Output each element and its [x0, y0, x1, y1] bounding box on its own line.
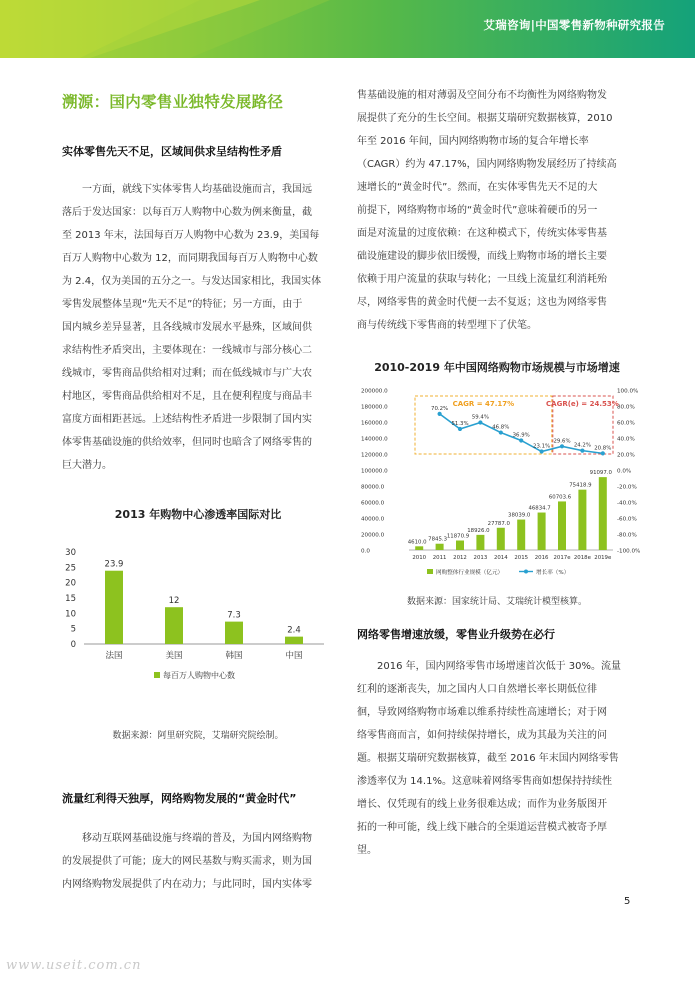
growth-point	[458, 427, 462, 431]
y-tick-label: 15	[65, 594, 76, 604]
left-section-2	[62, 790, 334, 896]
y-right-tick-label: -100.0%	[617, 548, 641, 555]
bar-value-label: 7845.3	[428, 536, 448, 543]
paragraph-line: 商与传统线下零售商的转型埋下了伏笔。	[357, 320, 537, 331]
bar	[497, 528, 505, 550]
paragraph-line: 展提供了充分的生长空间。根据艾瑞研究数据核算，2010	[357, 113, 613, 124]
legend-label: 每百万人购物中心数	[163, 671, 235, 680]
paragraph-line: 尽，网络零售的黄金时代便一去不复返；这也为网络零售	[357, 297, 607, 308]
legend-line-marker	[524, 570, 528, 574]
y-left-tick-label: 40000.0	[361, 516, 385, 523]
y-left-tick-label: 120000.0	[361, 452, 388, 459]
y-tick-label: 25	[65, 563, 76, 574]
paragraph-line: 百万人购物中心数为 12，而同期我国每百万人购物中心数	[62, 253, 318, 264]
watermark: www.useit.com.cn	[6, 958, 142, 973]
paragraph-line: 依赖于用户流量的获取与转化；一旦线上流量红利消耗殆	[357, 274, 607, 285]
bar-value-label: 18926.0	[467, 527, 490, 534]
x-tick-label: 2019e	[594, 555, 612, 561]
chart-1-plot	[62, 548, 334, 698]
paragraph-line: 线城市，零售商品供给相对过剩；而在低线城市与广大农	[62, 368, 312, 379]
right-paragraph-1	[357, 84, 633, 337]
growth-point	[580, 449, 584, 453]
bar-value-label: 27787.0	[487, 520, 510, 527]
x-tick-label: 韩国	[225, 651, 243, 661]
y-right-tick-label: -40.0%	[617, 500, 637, 507]
bar-value-label: 60703.6	[548, 494, 572, 501]
paragraph-line: 售基础设施的相对薄弱及空间分布不均衡性为网络购物发	[357, 90, 607, 101]
legend-swatch	[154, 672, 160, 678]
bar-value-label: 4610.0	[407, 539, 427, 546]
chart-2-plot	[357, 384, 641, 584]
paragraph-line: （CAGR）约为 47.17%，国内网络购物发展经历了持续高	[357, 159, 617, 170]
paragraph-line: 络零售商而言，如何持续保持增长，成为其最为关注的问	[357, 730, 607, 741]
paragraph-line: 一方面，就线下实体零售人均基础设施而言，我国远	[82, 184, 312, 195]
paragraph-line: 前提下，网络购物市场的“黄金时代”意味着硬币的另一	[357, 205, 598, 216]
mall-penetration-chart	[62, 506, 334, 741]
growth-point	[601, 451, 605, 455]
x-tick-label: 美国	[165, 651, 183, 661]
bar-value-label: 91097.0	[589, 470, 612, 477]
y-tick-label: 10	[65, 609, 76, 620]
chart-1-source: 数据来源：阿里研究院，艾瑞研究院绘制。	[112, 731, 284, 741]
y-tick-label: 20	[65, 578, 76, 589]
x-tick-label: 2017e	[553, 555, 571, 561]
chart-1-title: 2013 年购物中心渗透率国际对比	[114, 508, 282, 521]
x-tick-label: 2012	[453, 555, 467, 561]
left-paragraph-1	[62, 178, 334, 477]
growth-value-label: 70.2%	[431, 405, 449, 412]
y-right-tick-label: -20.0%	[617, 484, 637, 491]
growth-point	[438, 412, 442, 416]
bar-value-label: 7.3	[227, 610, 241, 621]
y-left-tick-label: 100000.0	[361, 468, 388, 475]
y-left-tick-label: 0.0	[361, 548, 370, 555]
paragraph-line: 速增长的“黄金时代”。然而，在实体零售先天不足的大	[357, 182, 598, 193]
paragraph-line: 拓的一种可能，线上线下融合的全渠道运营模式被寄予厚	[357, 822, 607, 833]
bar	[558, 501, 566, 550]
x-tick-label: 2015	[514, 555, 529, 561]
paragraph-line: 村地区，零售商品供给相对不足，且在便利程度与商品丰	[62, 391, 312, 402]
bar	[578, 490, 586, 550]
growth-point	[478, 420, 482, 424]
y-right-tick-label: -60.0%	[617, 516, 637, 523]
y-left-tick-label: 180000.0	[361, 404, 388, 411]
growth-value-label: 23.1%	[533, 443, 551, 450]
paragraph-line: 至 2013 年末，法国每百万人购物中心数为 23.9，美国每	[62, 230, 320, 241]
right-subheading: 网络零售增速放缓，零售业升级势在必行	[357, 628, 555, 641]
paragraph-line: 巨大潜力。	[62, 460, 112, 471]
bar-value-label: 11870.9	[446, 533, 470, 540]
x-tick-label: 2014	[493, 555, 508, 561]
bar	[165, 607, 183, 644]
left-column	[62, 86, 334, 477]
bar	[415, 546, 423, 550]
growth-value-label: 46.8%	[492, 424, 510, 431]
right-section-2	[357, 626, 633, 862]
y-left-tick-label: 200000.0	[361, 388, 388, 395]
legend-line-label: 增长率（%）	[536, 570, 570, 576]
cagr-estimate-label: CAGR(e) = 24.53%	[546, 400, 619, 408]
right-paragraph-2	[357, 655, 633, 862]
header-banner	[0, 0, 695, 58]
paragraph-line: 体零售基础设施的供给效率，但同时也暗含了网络零售的	[62, 437, 312, 448]
growth-value-label: 36.9%	[512, 432, 530, 439]
online-retail-chart	[357, 359, 641, 607]
growth-value-label: 29.6%	[553, 438, 571, 445]
bar-value-label: 46834.7	[528, 505, 551, 512]
chart-2-source: 数据来源：国家统计局、艾瑞统计模型核算。	[406, 597, 587, 607]
cagr-actual-label: CAGR = 47.17%	[452, 400, 515, 408]
paragraph-line: 国内城乡差异显著，且各线城市发展水平悬殊，区域间供	[62, 322, 312, 333]
paragraph-line: 移动互联网基础设施与终端的普及，为国内网络购物	[82, 833, 312, 844]
y-tick-label: 30	[65, 548, 76, 558]
y-tick-label: 5	[70, 624, 76, 635]
bar-value-label: 2.4	[287, 625, 301, 636]
bar	[517, 520, 525, 550]
paragraph-line: 落后于发达国家：以每百万人购物中心数为例来衡量，截	[62, 207, 312, 218]
growth-point	[499, 430, 503, 434]
growth-point	[540, 449, 544, 453]
growth-value-label: 59.4%	[471, 414, 489, 421]
x-tick-label: 中国	[285, 651, 303, 661]
y-right-tick-label: 40.0%	[617, 436, 635, 443]
left-paragraph-2	[62, 827, 334, 896]
bar	[105, 571, 123, 644]
left-subheading-1: 实体零售先天不足，区域间供求呈结构性矛盾	[62, 145, 282, 158]
y-left-tick-label: 160000.0	[361, 420, 388, 427]
paragraph-line: 红利的逐渐丧失，加之国内人口自然增长率长期低位徘	[357, 684, 597, 695]
header-title: 艾瑞咨询|中国零售新物种研究报告	[483, 18, 665, 32]
y-right-tick-label: 60.0%	[617, 420, 635, 427]
bar	[285, 637, 303, 644]
bar-value-label: 23.9	[104, 559, 124, 570]
y-right-tick-label: 20.0%	[617, 452, 635, 459]
y-right-tick-label: 100.0%	[617, 388, 639, 395]
y-right-tick-label: 80.0%	[617, 404, 635, 411]
x-tick-label: 2013	[473, 555, 488, 561]
left-subheading-2: 流量红利得天独厚，网络购物发展的“黄金时代”	[62, 792, 297, 805]
paragraph-line: 零售发展整体呈现“先天不足”的特征；另一方面，由于	[62, 299, 303, 310]
paragraph-line: 望。	[357, 845, 377, 856]
bar	[456, 541, 464, 550]
y-left-tick-label: 20000.0	[361, 532, 385, 539]
y-left-tick-label: 140000.0	[361, 436, 388, 443]
x-tick-label: 2018e	[573, 555, 591, 561]
paragraph-line: 增长、仅凭现有的线上业务很难达成；而作为业务版图开	[357, 799, 607, 810]
y-right-tick-label: 0.0%	[617, 468, 632, 475]
growth-value-label: 20.8%	[594, 445, 612, 452]
paragraph-line: 面是对流量的过度依赖：在这种模式下，传统实体零售基	[357, 228, 607, 239]
paragraph-line: 2016 年，国内网络零售市场增速首次低于 30%。流量	[377, 661, 622, 672]
y-right-tick-label: -80.0%	[617, 532, 637, 539]
bar	[599, 477, 607, 550]
paragraph-line: 题。根据艾瑞研究数据核算，截至 2016 年末国内网络零售	[357, 753, 619, 764]
bar-value-label: 12	[168, 596, 180, 607]
x-tick-label: 2016	[534, 555, 549, 561]
paragraph-line: 渗透率仅为 14.1%。这意味着网络零售商如想保持持续性	[357, 776, 612, 787]
x-tick-label: 2011	[432, 555, 447, 561]
page-number: 5	[624, 896, 631, 907]
y-left-tick-label: 80000.0	[361, 484, 385, 491]
bar-value-label: 75418.9	[569, 482, 592, 489]
x-tick-label: 2010	[412, 555, 427, 561]
growth-point	[560, 444, 564, 448]
x-tick-label: 法国	[105, 651, 123, 661]
growth-value-label: 24.2%	[573, 442, 591, 449]
legend-bar-label: 网购整体行业规模（亿元）	[436, 570, 504, 576]
legend-bar-swatch	[427, 569, 433, 574]
y-left-tick-label: 60000.0	[361, 500, 385, 507]
bar	[436, 544, 444, 550]
paragraph-line: 求结构性矛盾突出，主要体现在：一线城市与部分核心二	[62, 345, 312, 356]
paragraph-line: 础设施建设的脚步依旧缓慢，而线上购物市场的增长主要	[357, 251, 607, 262]
bar	[538, 513, 546, 550]
bar-value-label: 38039.0	[508, 512, 531, 519]
paragraph-line: 内网络购物发展提供了内在动力；与此同时，国内实体零	[62, 879, 312, 890]
section-title: 溯源：国内零售业独特发展路径	[62, 93, 284, 111]
chart-2-title: 2010-2019 年中国网络购物市场规模与市场增速	[374, 361, 620, 374]
right-column	[357, 84, 633, 337]
growth-value-label: 51.3%	[451, 420, 469, 427]
y-tick-label: 0	[70, 640, 76, 650]
bar	[225, 622, 243, 644]
paragraph-line: 徊，导致网络购物市场难以维系持续性高速增长；对于网	[357, 707, 607, 718]
paragraph-line: 的发展提供了可能；庞大的网民基数与购买需求，则为国	[62, 856, 312, 867]
paragraph-line: 年至 2016 年间，国内网络购物市场的复合年增长率	[357, 136, 589, 147]
bar	[476, 535, 484, 550]
paragraph-line: 富度方面相距甚远。上述结构性矛盾进一步限制了国内实	[62, 414, 312, 425]
growth-point	[519, 438, 523, 442]
paragraph-line: 为 2.4，仅为美国的五分之一。与发达国家相比，我国实体	[62, 276, 322, 287]
